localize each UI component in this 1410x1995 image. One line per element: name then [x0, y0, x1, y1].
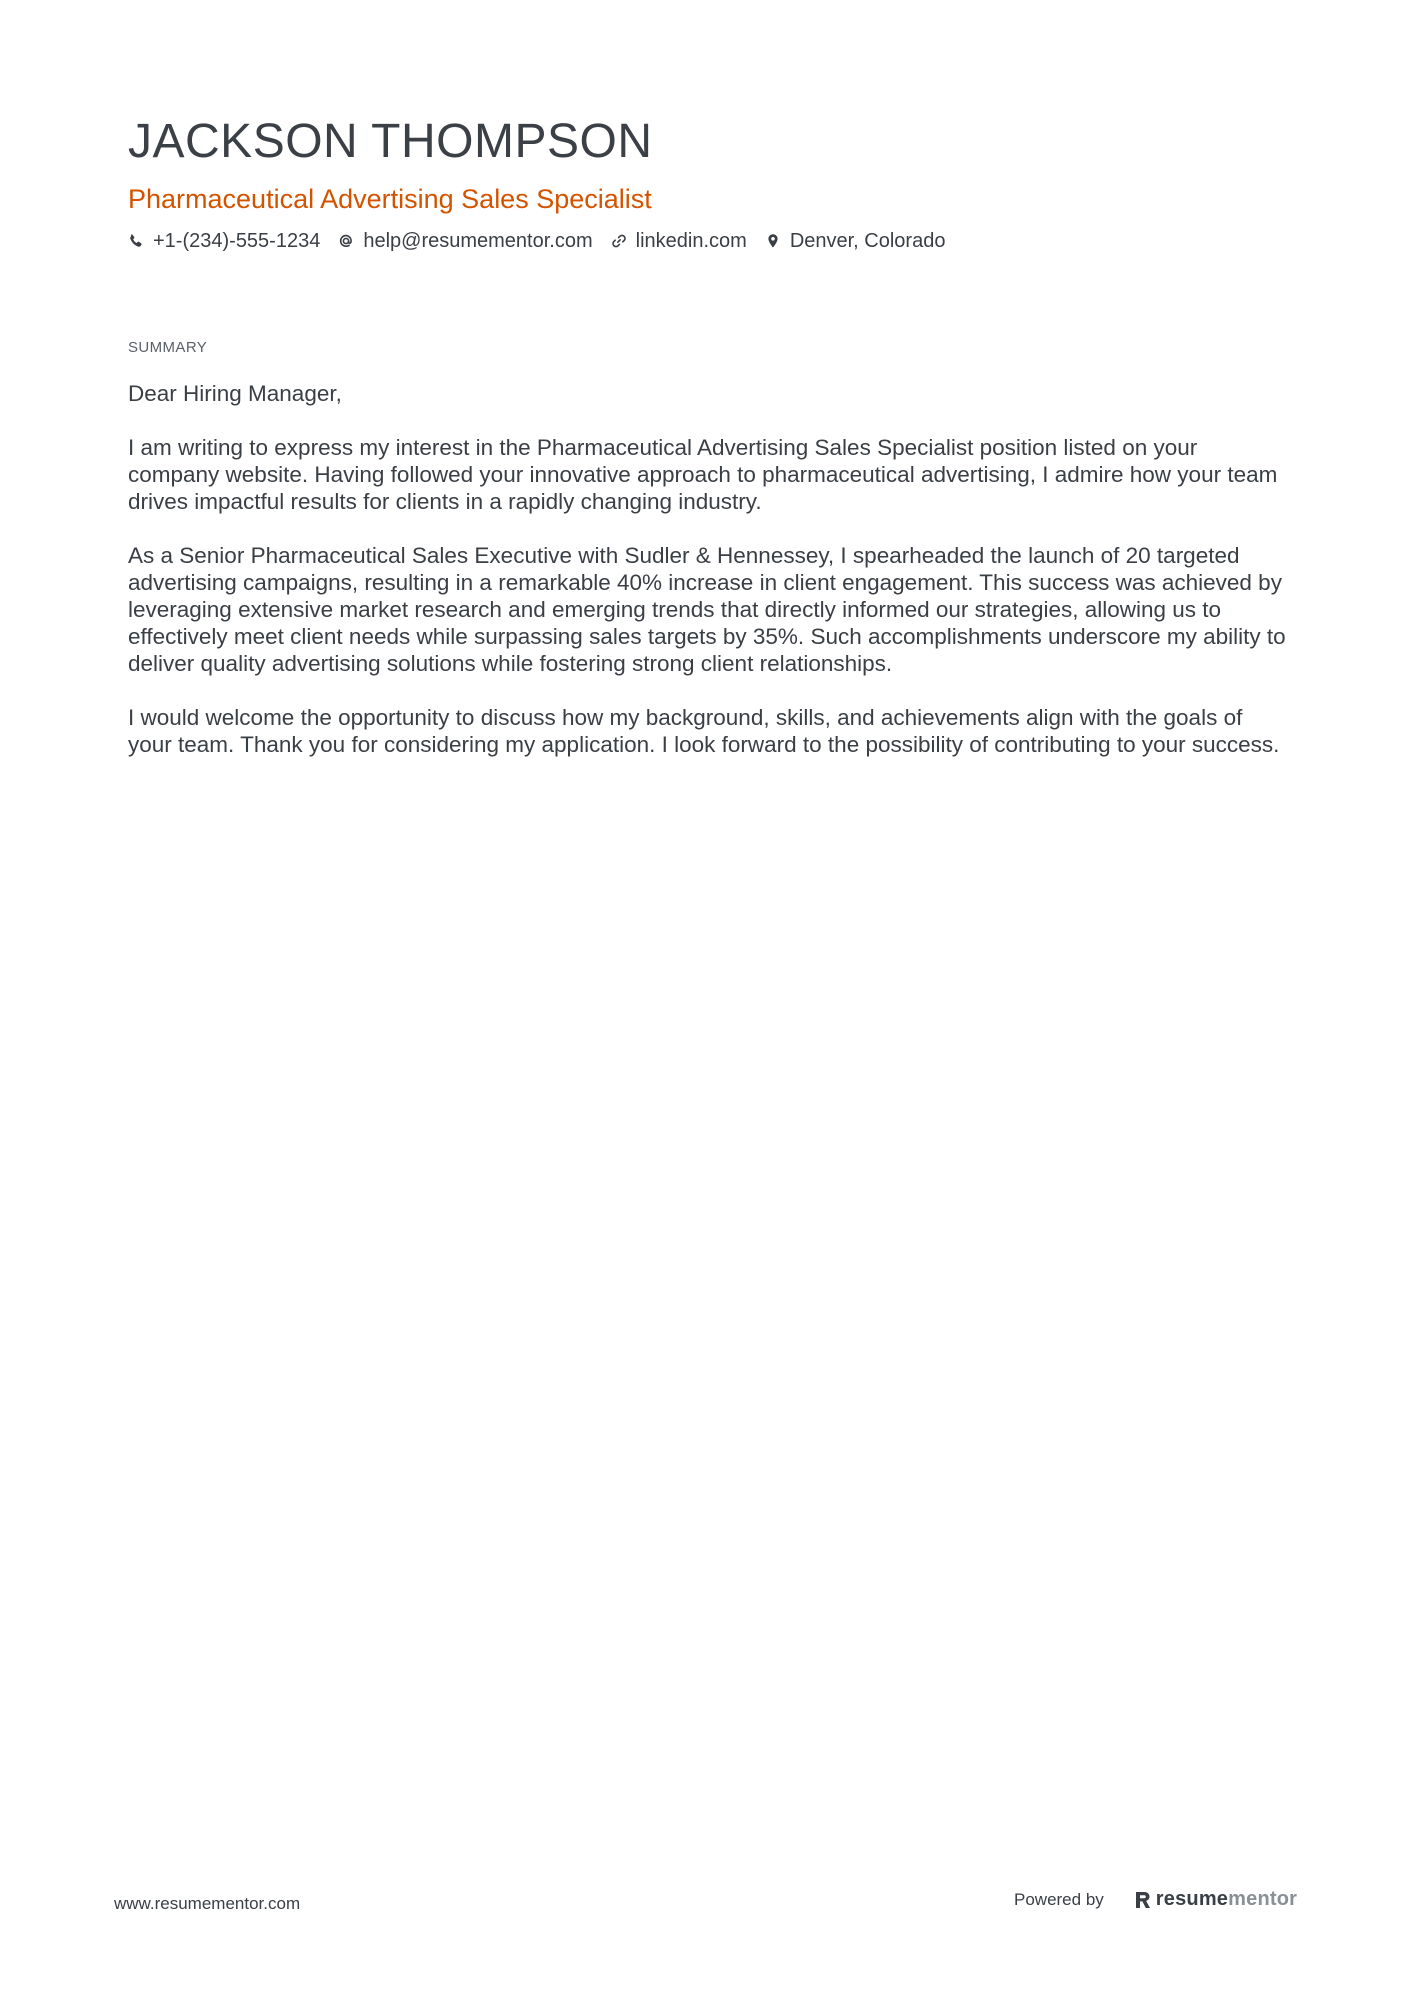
- job-title: Pharmaceutical Advertising Sales Specialist: [128, 184, 652, 214]
- brand-text-part1: resume: [1155, 1888, 1229, 1910]
- letter-body: [128, 380, 1288, 758]
- phone-icon: [128, 233, 144, 249]
- contact-location: [765, 228, 946, 254]
- contact-email[interactable]: [338, 228, 592, 254]
- paragraph-1: I am writing to express my interest in the Pharmaceutical Advertising Sales Specialist position listed on your company website. Having followed your innovative approach to pharmaceutical advertising, I admire how your team drives impactful results for clients in a rapidly changing industry.: [128, 435, 1278, 514]
- footer-website[interactable]: www.resumementor.com: [114, 1894, 301, 1913]
- at-icon: [338, 233, 354, 249]
- header: [128, 112, 1288, 254]
- contact-location-text: Denver, Colorado: [789, 230, 946, 252]
- powered-by-label: Powered by: [1014, 1889, 1104, 1909]
- footer-branding: [1014, 1888, 1297, 1911]
- contact-phone-text: +1-(234)-555-1234: [153, 230, 321, 252]
- location-pin-icon: [765, 233, 781, 249]
- salutation: Dear Hiring Manager,: [128, 381, 342, 406]
- brand-text-part2: mentor: [1228, 1888, 1298, 1910]
- candidate-name: JACKSON THOMPSON: [128, 115, 653, 168]
- paragraph-3: I would welcome the opportunity to discuss how my background, skills, and achievements align with the goals of your team. Thank you for considering my application. I look forward to the possibility of contributing to your success.: [128, 705, 1280, 757]
- resumementor-logo-icon: [1134, 1889, 1152, 1911]
- paragraph-2: As a Senior Pharmaceutical Sales Executive with Sudler & Hennessey, I spearheaded the launch of 20 targeted advertising campaigns, resulting in a remarkable 40% increase in client engagement. This success was achieved by leveraging extensive market research and emerging trends that directly informed our strategies, allowing us to effectively meet client needs while surpassing sales targets by 35%. Such accomplishments underscore my ability to deliver quality advertising solutions while fostering strong client relationships.: [128, 543, 1286, 676]
- summary-section: [128, 338, 1288, 785]
- brand-logo[interactable]: [1134, 1888, 1297, 1911]
- contact-linkedin-text: linkedin.com: [635, 230, 747, 252]
- contact-phone: [128, 228, 320, 254]
- contact-email-text: help@resumementor.com: [363, 230, 593, 252]
- contact-linkedin[interactable]: [611, 228, 747, 254]
- contact-row: [128, 228, 1288, 254]
- link-icon: [611, 233, 627, 249]
- section-title: SUMMARY: [128, 339, 208, 356]
